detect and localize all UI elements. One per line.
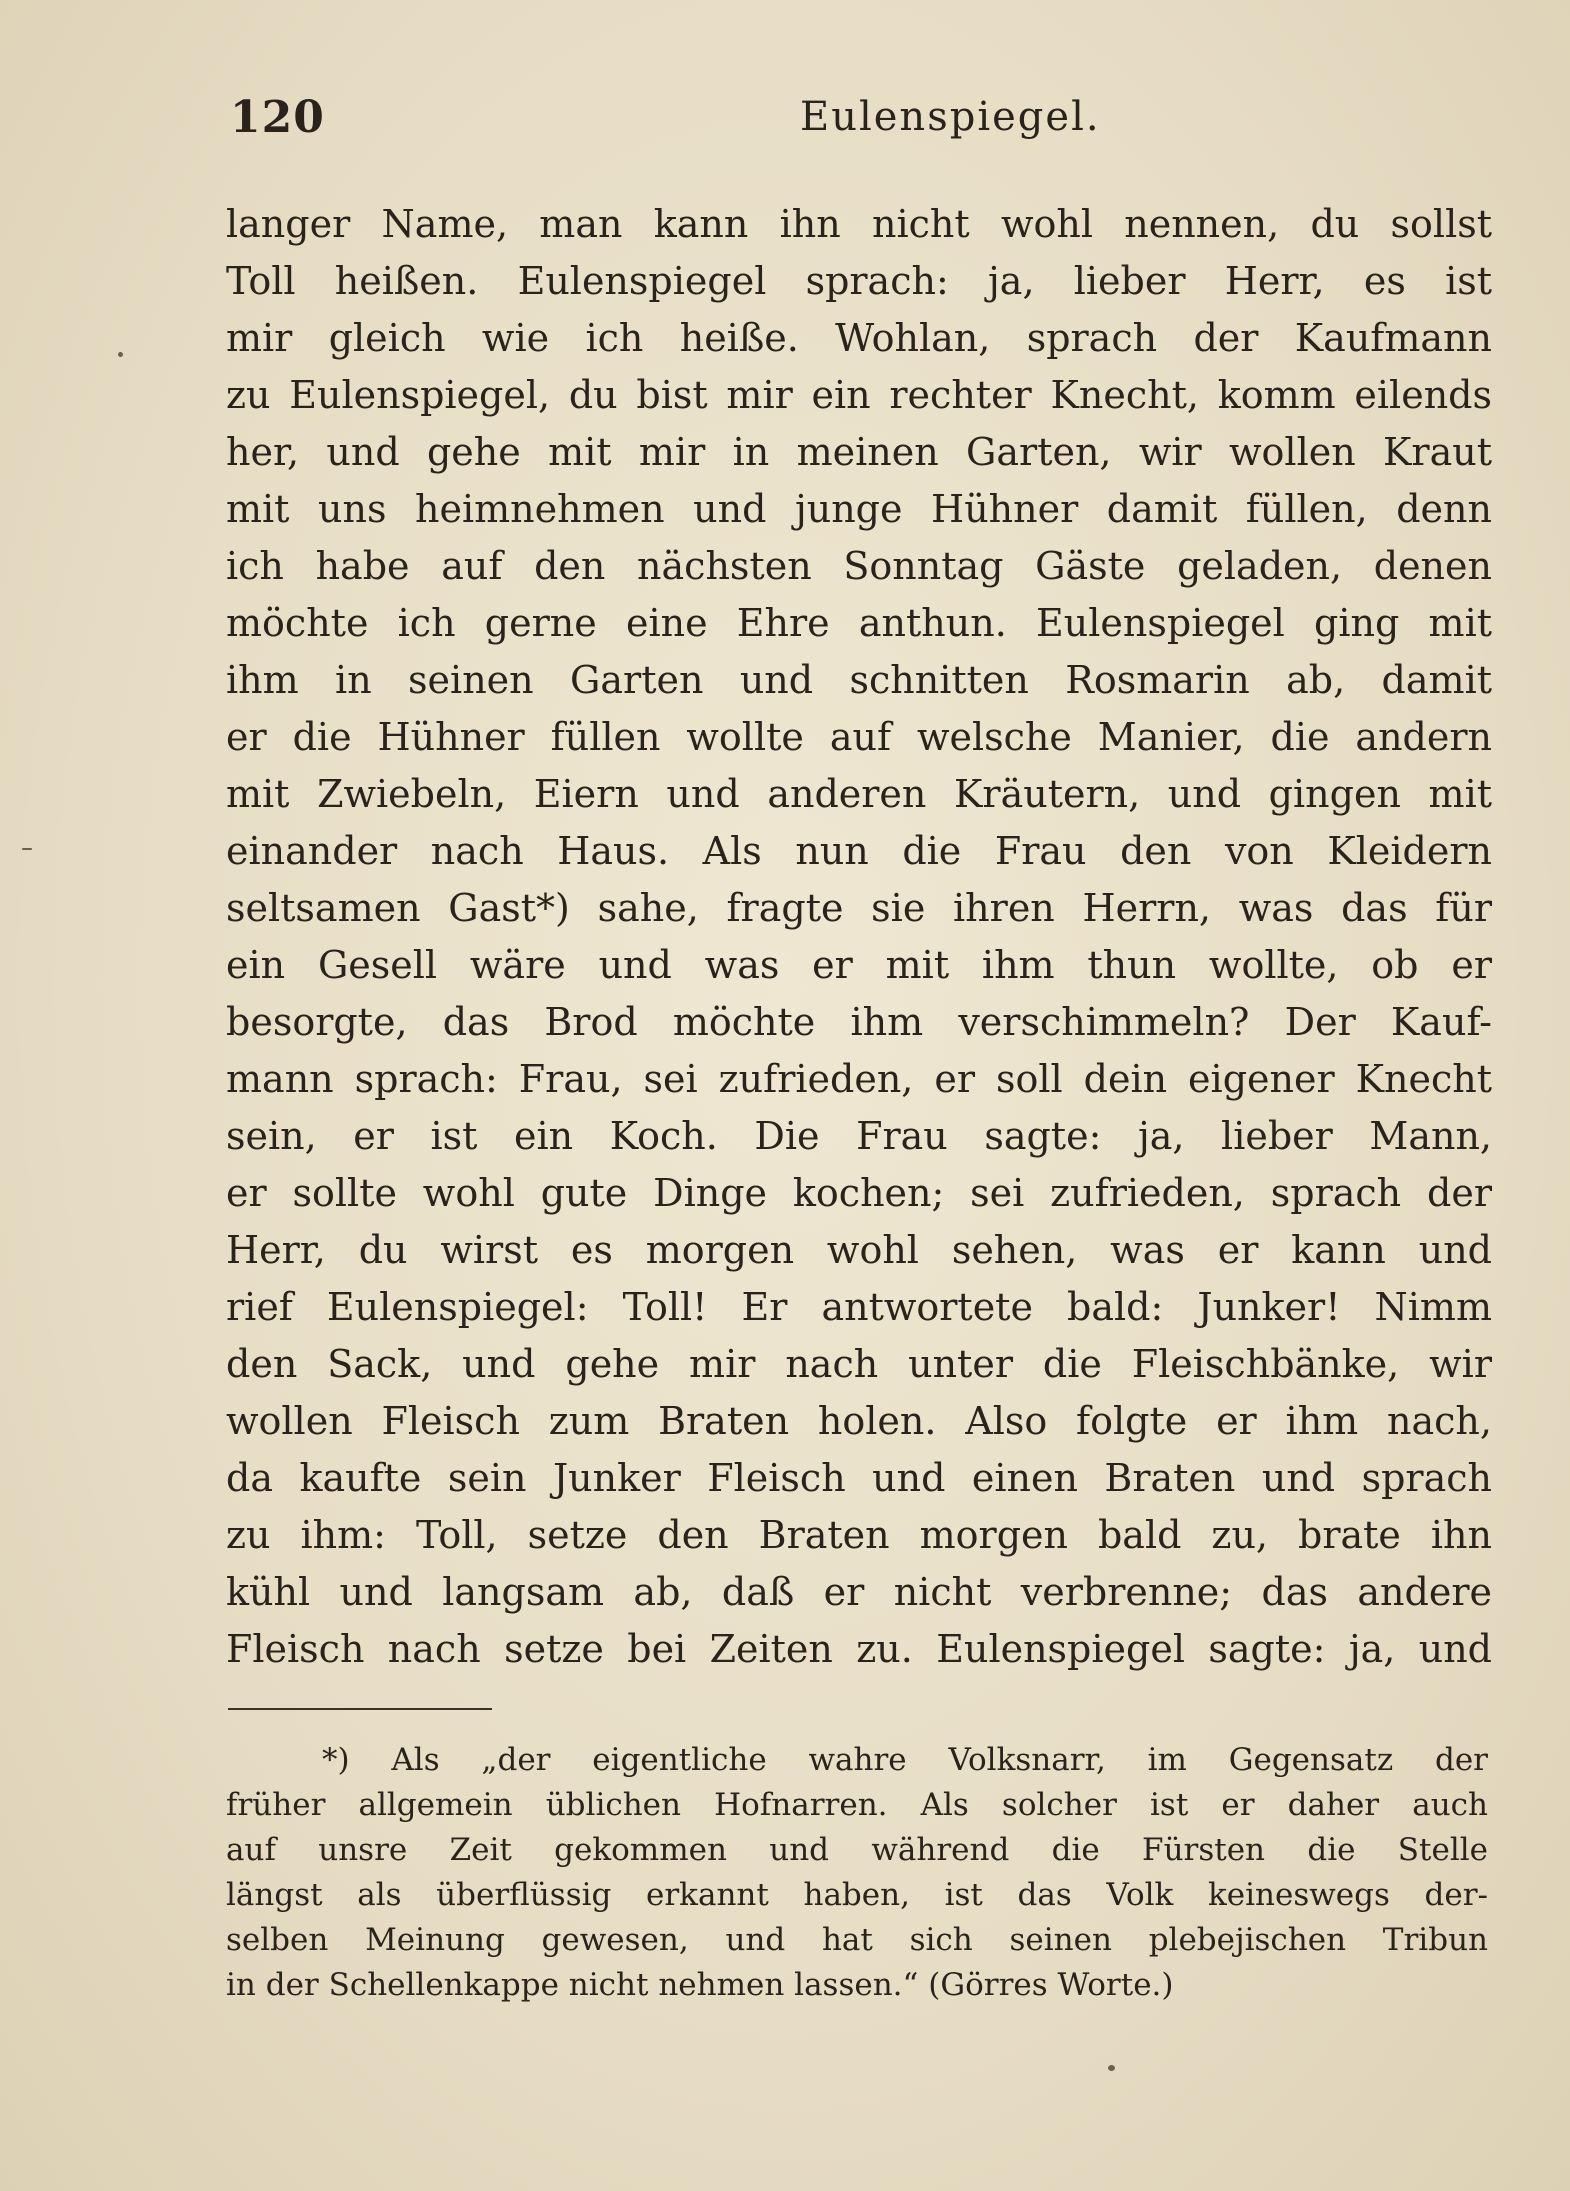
footnote-divider bbox=[228, 1708, 492, 1710]
text-line: den Sack, und gehe mir nach unter die Fleischbänke, wir bbox=[226, 1342, 1492, 1386]
text-line: er sollte wohl gute Dinge kochen; sei zufrieden, sprach der bbox=[226, 1171, 1492, 1215]
text-line: zu ihm: Toll, setze den Braten morgen bald zu, brate ihn bbox=[226, 1513, 1492, 1557]
text-line: ich habe auf den nächsten Sonntag Gäste geladen, denen bbox=[226, 544, 1492, 588]
footnote bbox=[226, 1738, 1488, 2008]
page-number: 120 bbox=[230, 92, 325, 143]
text-line: mit Zwiebeln, Eiern und anderen Kräutern, und gingen mit bbox=[226, 772, 1492, 816]
text-line: da kaufte sein Junker Fleisch und einen Braten und sprach bbox=[226, 1456, 1492, 1500]
footnote-line: längst als überflüssig erkannt haben, ist das Volk keineswegs der- bbox=[226, 1877, 1488, 1913]
text-line: ihm in seinen Garten und schnitten Rosmarin ab, damit bbox=[226, 658, 1492, 702]
text-line: rief Eulenspiegel: Toll! Er antwortete bald: Junker! Nimm bbox=[226, 1285, 1492, 1329]
text-line: kühl und langsam ab, daß er nicht verbrenne; das andere bbox=[226, 1570, 1492, 1614]
text-line: mann sprach: Frau, sei zufrieden, er soll dein eigener Knecht bbox=[226, 1057, 1492, 1101]
running-head bbox=[230, 92, 1492, 152]
text-line: wollen Fleisch zum Braten holen. Also folgte er ihm nach, bbox=[226, 1399, 1492, 1443]
running-title: Eulenspiegel. bbox=[800, 94, 1101, 140]
text-line: Toll heißen. Eulenspiegel sprach: ja, lieber Herr, es ist bbox=[226, 259, 1492, 303]
text-line: zu Eulenspiegel, du bist mir ein rechter Knecht, komm eilends bbox=[226, 373, 1492, 417]
footnote-line: selben Meinung gewesen, und hat sich seinen plebejischen Tribun bbox=[226, 1922, 1488, 1958]
text-line: mir gleich wie ich heiße. Wohlan, sprach der Kaufmann bbox=[226, 316, 1492, 360]
footnote-line: auf unsre Zeit gekommen und während die Fürsten die Stelle bbox=[226, 1832, 1488, 1868]
footnote-line: *) Als „der eigentliche wahre Volksnarr, im Gegensatz der bbox=[322, 1742, 1488, 1778]
text-line: besorgte, das Brod möchte ihm verschimmeln? Der Kauf- bbox=[226, 1000, 1492, 1044]
text-line: er die Hühner füllen wollte auf welsche Manier, die andern bbox=[226, 715, 1492, 759]
text-line: einander nach Haus. Als nun die Frau den von Kleidern bbox=[226, 829, 1492, 873]
text-line: langer Name, man kann ihn nicht wohl nennen, du sollst bbox=[226, 202, 1492, 246]
text-line: mit uns heimnehmen und junge Hühner damit füllen, denn bbox=[226, 487, 1492, 531]
footnote-line: in der Schellenkappe nicht nehmen lassen.“ (Görres Worte.) bbox=[226, 1967, 1174, 2003]
text-line: her, und gehe mit mir in meinen Garten, wir wollen Kraut bbox=[226, 430, 1492, 474]
footnote-line: früher allgemein üblichen Hofnarren. Als solcher ist er daher auch bbox=[226, 1787, 1488, 1823]
text-line: Herr, du wirst es morgen wohl sehen, was er kann und bbox=[226, 1228, 1492, 1272]
body-text bbox=[226, 196, 1492, 1678]
text-line: Fleisch nach setze bei Zeiten zu. Eulenspiegel sagte: ja, und bbox=[226, 1627, 1492, 1671]
text-line: seltsamen Gast*) sahe, fragte sie ihren Herrn, was das für bbox=[226, 886, 1492, 930]
text-line: möchte ich gerne eine Ehre anthun. Eulenspiegel ging mit bbox=[226, 601, 1492, 645]
text-line: sein, er ist ein Koch. Die Frau sagte: ja, lieber Mann, bbox=[226, 1114, 1492, 1158]
text-line: ein Gesell wäre und was er mit ihm thun wollte, ob er bbox=[226, 943, 1492, 987]
